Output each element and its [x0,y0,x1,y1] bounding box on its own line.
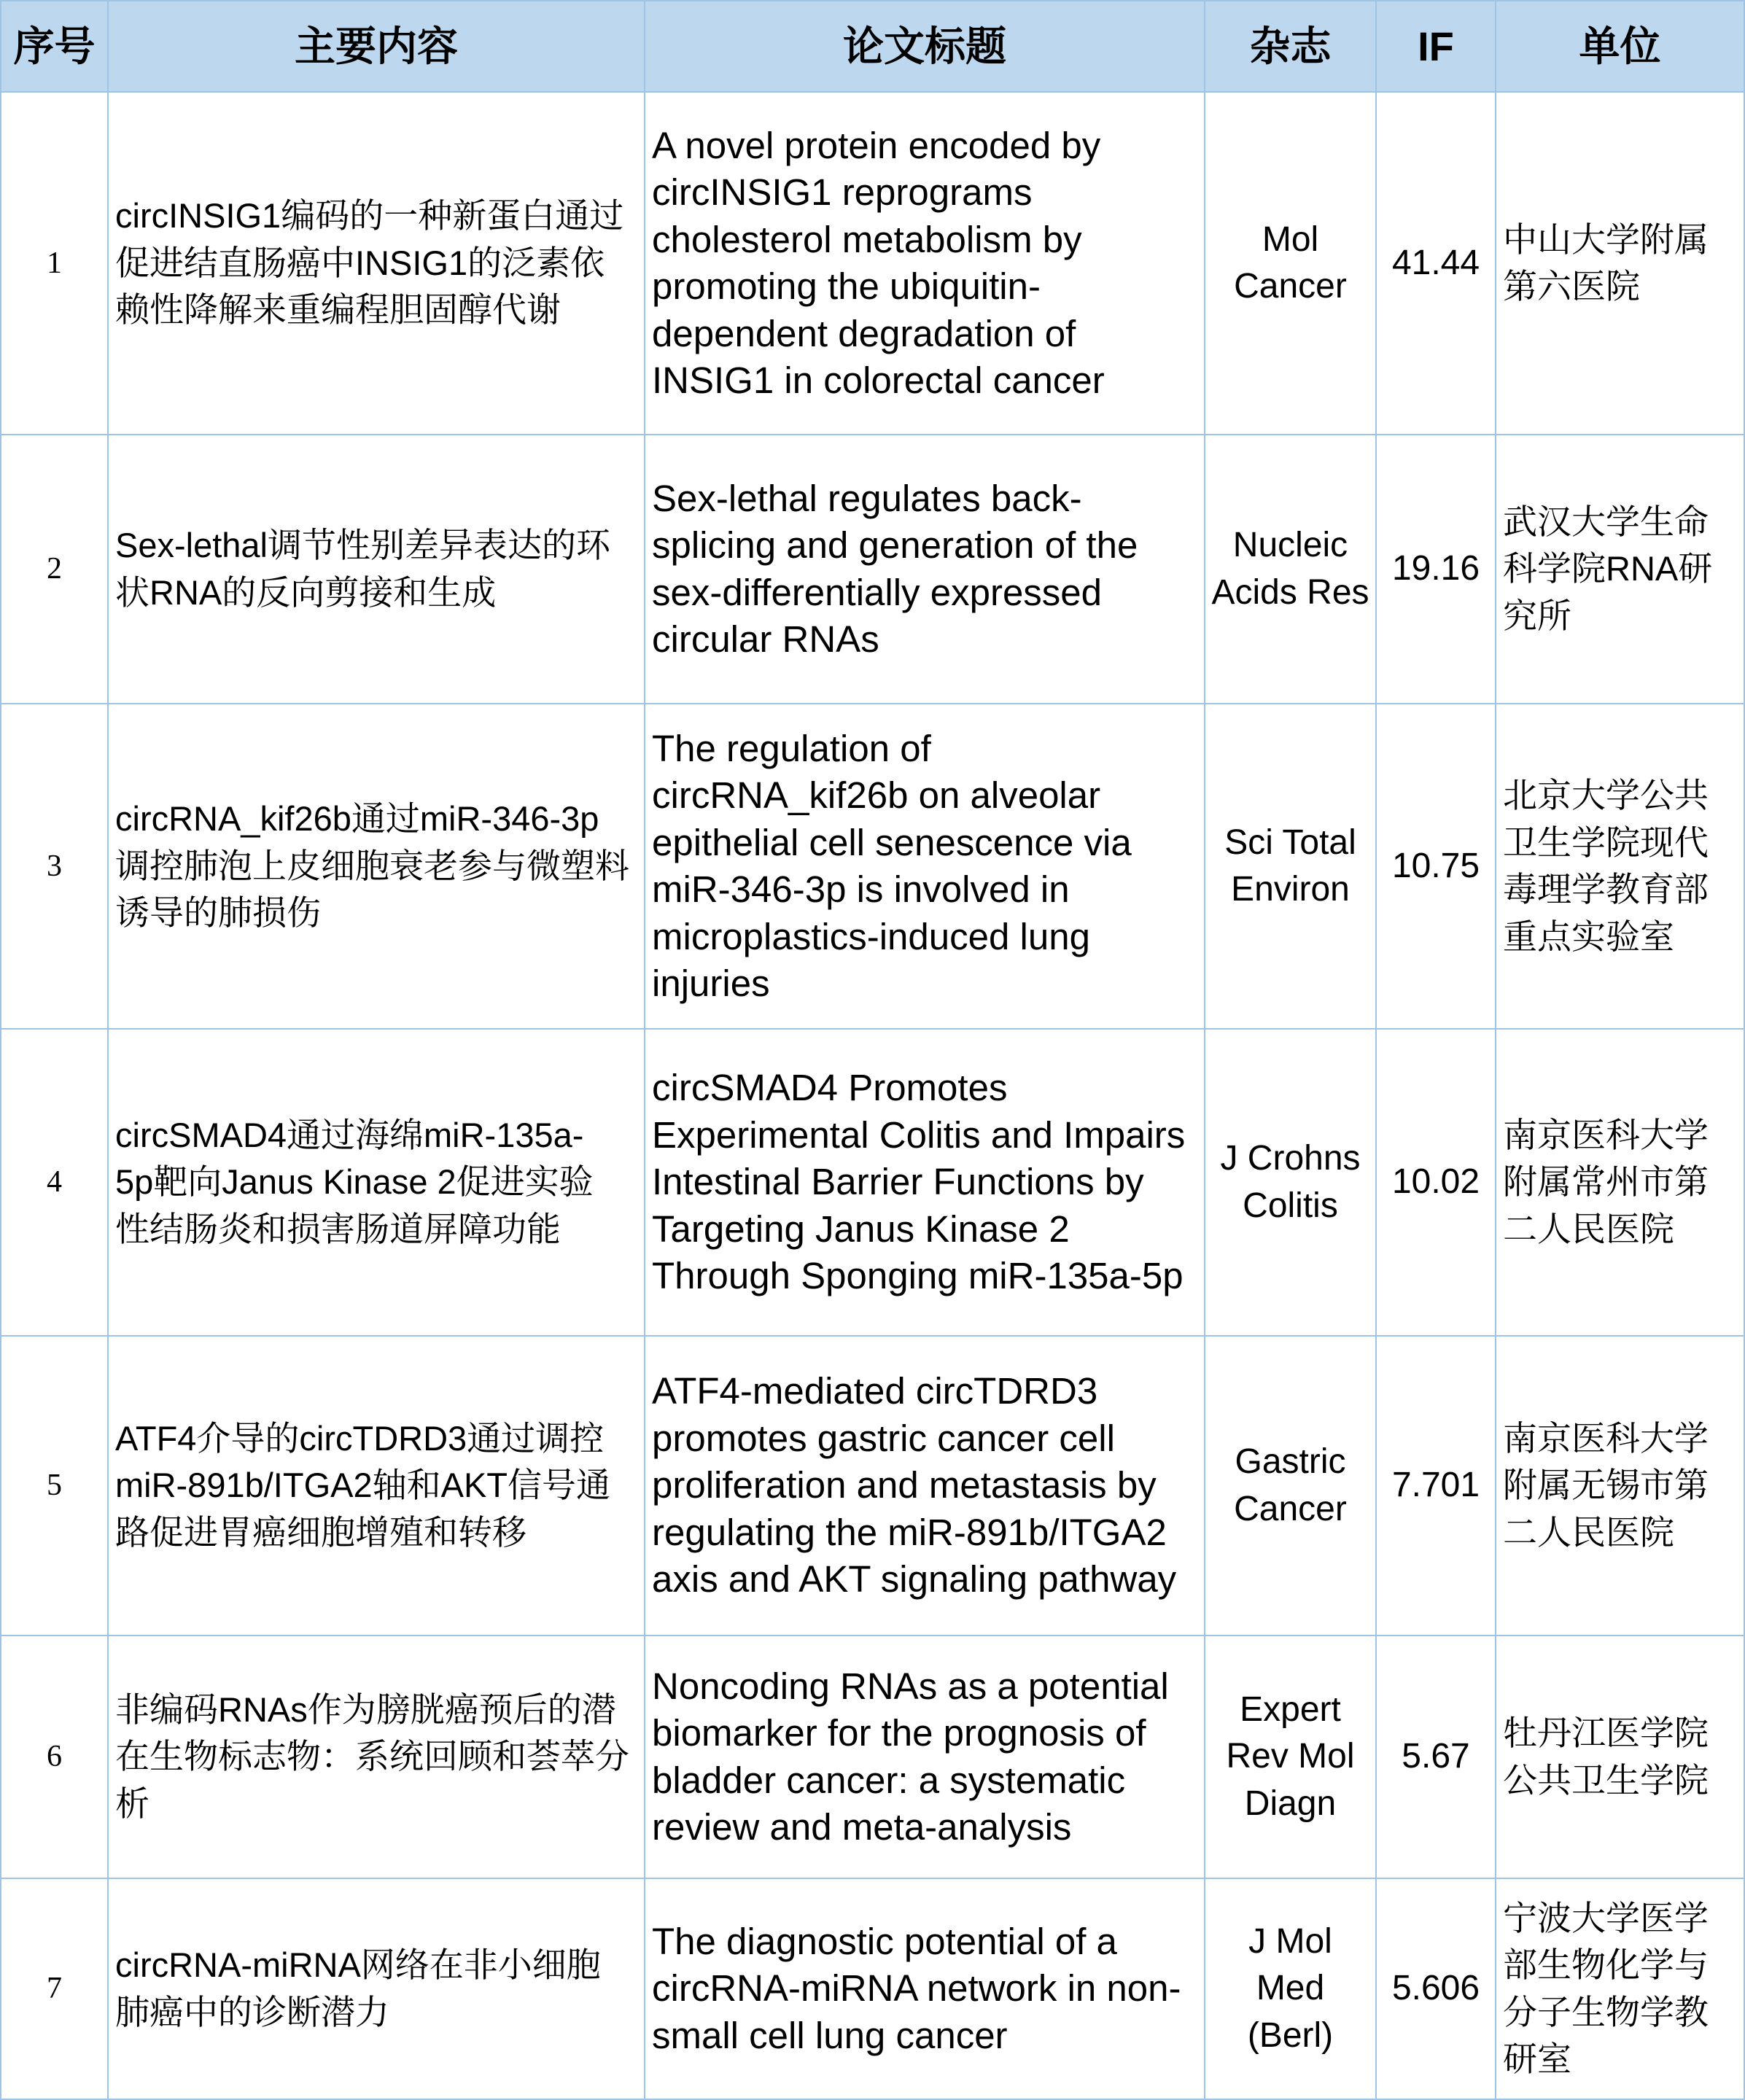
paper-title-line: A novel protein encoded by [652,124,1101,166]
paper-title-line: review and meta-analysis [652,1806,1072,1848]
paper-title-line: proliferation and metastasis by [652,1464,1157,1506]
paper-title-line: biomarker for the prognosis of [652,1712,1146,1754]
table-row [0,435,1745,704]
journal-cell [1205,93,1377,435]
paper-title-line: circRNA-miRNA network in non- [652,1967,1181,2010]
content-line: 诱导的肺损伤 [115,893,321,933]
journal-line: Cancer [1234,1489,1347,1528]
content-cell [109,93,645,435]
impact-factor-value: 5.606 [1391,1969,1480,2008]
content-line: miR-891b/ITGA2轴和AKT信号通 [115,1466,611,1505]
institution-cell [1496,1636,1745,1879]
institution-line: 武汉大学生命 [1503,502,1709,541]
content-line: circINSIG1编码的一种新蛋白通过 [115,196,624,236]
impact-factor-value: 7.701 [1391,1466,1480,1505]
content-line: 促进结直肠癌中INSIG1的泛素依 [115,243,605,282]
row-number: 7 [47,1972,62,2006]
institution-line: 部生物化学与 [1503,1945,1709,1984]
paper-title-cell [645,704,1205,1030]
content-line: 调控肺泡上皮细胞衰老参与微塑料 [115,846,629,885]
institution-line: 科学院RNA研 [1503,549,1713,588]
impact-factor-value: 5.67 [1402,1737,1470,1776]
content-line: 非编码RNAs作为膀胱癌预后的潜 [115,1689,616,1729]
impact-factor-cell [1377,435,1496,704]
paper-title-cell [645,93,1205,435]
table-row [0,704,1745,1030]
institution-cell [1496,93,1745,435]
paper-title-line: Targeting Janus Kinase 2 [652,1208,1070,1250]
content-line: 在生物标志物：系统回顾和荟萃分 [115,1737,629,1776]
content-cell [109,1030,645,1337]
header-cell-impact-factor: IF [1377,0,1496,93]
paper-title-line: splicing and generation of the [652,524,1138,566]
paper-title-line: axis and AKT signaling pathway [652,1558,1177,1601]
journal-line: (Berl) [1247,2015,1334,2055]
journal-line: Colitis [1243,1186,1338,1225]
journal-line: Sci Total [1224,822,1356,862]
paper-title-line: dependent degradation of [652,312,1076,354]
paper-title-line: The diagnostic potential of a [652,1920,1117,1962]
paper-title-line: Sex-lethal regulates back- [652,477,1082,519]
table-row [0,1030,1745,1337]
journal-cell [1205,1636,1377,1879]
institution-cell [1496,704,1745,1030]
institution-line: 南京医科大学 [1503,1115,1709,1154]
impact-factor-cell [1377,1636,1496,1879]
journal-cell [1205,1879,1377,2100]
paper-title-cell [645,1030,1205,1337]
paper-title-line: sex-differentially expressed [652,571,1103,613]
institution-cell [1496,1337,1745,1636]
row-number: 3 [47,849,62,883]
journal-cell [1205,1337,1377,1636]
journal-line: Diagn [1244,1784,1337,1823]
paper-title-line: microplastics-induced lung [652,915,1090,957]
table-header-row [0,0,1745,93]
row-number: 5 [47,1469,62,1503]
institution-line: 二人民医院 [1503,1512,1674,1552]
institution-cell [1496,1030,1745,1337]
header-cell-paper-title: 论文标题 [645,0,1205,93]
institution-line: 第六医院 [1503,267,1640,306]
row-number-cell [0,1636,109,1879]
institution-line: 附属无锡市第 [1503,1466,1709,1505]
journal-line: Med [1256,1969,1325,2008]
paper-title-line: ATF4-mediated circTDRD3 [652,1370,1098,1412]
paper-title-line: miR-346-3p is involved in [652,868,1070,910]
paper-title-line: Noncoding RNAs as a potential [652,1665,1169,1707]
header-cell-journal: 杂志 [1205,0,1377,93]
content-line: 肺癌中的诊断潜力 [115,1992,389,2031]
impact-factor-cell [1377,1030,1496,1337]
institution-line: 究所 [1503,596,1571,635]
institution-line: 分子生物学教 [1503,1992,1709,2031]
content-line: 析 [115,1784,149,1823]
paper-title-line: injuries [652,962,770,1004]
content-cell [109,1337,645,1636]
content-line: circRNA_kif26b通过miR-346-3p [115,799,599,839]
content-cell [109,704,645,1030]
paper-title-line: Through Sponging miR-135a-5p [652,1255,1184,1297]
journal-line: Cancer [1234,267,1347,306]
table-row [0,93,1745,435]
paper-title-line: circSMAD4 Promotes [652,1067,1008,1109]
paper-title-line: epithelial cell senescence via [652,821,1132,863]
paper-title-line: regulating the miR-891b/ITGA2 [652,1511,1167,1553]
paper-title-line: The regulation of [652,727,931,769]
journal-line: Expert [1240,1689,1341,1729]
table-body [0,93,1745,2100]
paper-title-line: circular RNAs [652,618,879,660]
row-number-cell [0,435,109,704]
header-cell-index: 序号 [0,0,109,93]
content-line: 5p靶向Janus Kinase 2促进实验 [115,1162,594,1202]
journal-line: Gastric [1235,1442,1346,1481]
content-cell [109,1636,645,1879]
content-line: ATF4介导的circTDRD3通过调控 [115,1418,605,1458]
impact-factor-value: 19.16 [1391,549,1480,588]
impact-factor-cell [1377,93,1496,435]
row-number-cell [0,704,109,1030]
row-number: 1 [47,246,62,280]
content-line: Sex-lethal调节性别差异表达的环 [115,526,610,564]
institution-line: 毒理学教育部 [1503,870,1709,909]
institution-line: 中山大学附属 [1503,219,1709,259]
institution-line: 二人民医院 [1503,1209,1674,1248]
paper-title-line: cholesterol metabolism by [652,218,1082,260]
journal-line: Rev Mol [1226,1737,1355,1776]
header-cell-institution: 单位 [1496,0,1745,93]
content-line: 性结肠炎和损害肠道屏障功能 [115,1209,561,1248]
institution-cell [1496,435,1745,704]
row-number-cell [0,93,109,435]
paper-title-line: small cell lung cancer [652,2014,1008,2056]
journal-cell [1205,435,1377,704]
impact-factor-cell [1377,704,1496,1030]
impact-factor-value: 10.02 [1391,1162,1480,1202]
row-number: 6 [47,1740,62,1774]
institution-line: 公共卫生学院 [1503,1760,1709,1800]
paper-title-line: Experimental Colitis and Impairs [652,1113,1186,1156]
journal-line: J Crohns [1220,1139,1361,1178]
content-cell [109,435,645,704]
content-line: 赖性降解来重编程胆固醇代谢 [115,290,561,330]
table-row [0,1636,1745,1879]
journal-line: J Mol [1248,1921,1332,1961]
journal-cell [1205,1030,1377,1337]
paper-title-line: Intestinal Barrier Functions by [652,1161,1144,1203]
paper-title-line: promotes gastric cancer cell [652,1417,1115,1459]
journal-line: Mol [1262,219,1319,259]
row-number: 4 [47,1165,62,1199]
paper-title-line: circRNA_kif26b on alveolar [652,774,1101,816]
institution-line: 南京医科大学 [1503,1418,1709,1458]
header-cell-main-content: 主要内容 [109,0,645,93]
institution-line: 卫生学院现代 [1503,822,1709,862]
paper-title-cell [645,435,1205,704]
paper-title-line: INSIG1 in colorectal cancer [652,359,1105,401]
content-line: 状RNA的反向剪接和生成 [115,572,497,612]
content-line: circSMAD4通过海绵miR-135a- [115,1115,584,1154]
content-cell [109,1879,645,2100]
paper-title-line: circINSIG1 reprograms [652,171,1033,213]
table-row [0,1879,1745,2100]
row-number-cell [0,1879,109,2100]
institution-line: 附属常州市第 [1503,1162,1709,1202]
content-line: circRNA-miRNA网络在非小细胞 [115,1945,601,1984]
row-number-cell [0,1030,109,1337]
journal-line: Environ [1231,870,1350,909]
paper-title-cell [645,1337,1205,1636]
journal-cell [1205,704,1377,1030]
impact-factor-cell [1377,1337,1496,1636]
paper-title-cell [645,1636,1205,1879]
paper-title-line: bladder cancer: a systematic [652,1759,1126,1801]
journal-line: Nucleic [1232,526,1348,564]
content-line: 路促进胃癌细胞增殖和转移 [115,1512,526,1552]
institution-line: 北京大学公共 [1503,776,1709,814]
row-number: 2 [47,552,62,586]
impact-factor-cell [1377,1879,1496,2100]
institution-line: 研室 [1503,2039,1571,2078]
paper-title-line: promoting the ubiquitin- [652,265,1041,307]
row-number-cell [0,1337,109,1636]
impact-factor-value: 41.44 [1391,243,1480,282]
impact-factor-value: 10.75 [1391,846,1480,885]
institution-line: 牡丹江医学院 [1503,1714,1709,1752]
institution-line: 重点实验室 [1503,917,1674,956]
journal-line: Acids Res [1211,572,1369,612]
paper-title-cell [645,1879,1205,2100]
institution-line: 宁波大学医学 [1503,1898,1709,1937]
table-row [0,1337,1745,1636]
institution-cell [1496,1879,1745,2100]
